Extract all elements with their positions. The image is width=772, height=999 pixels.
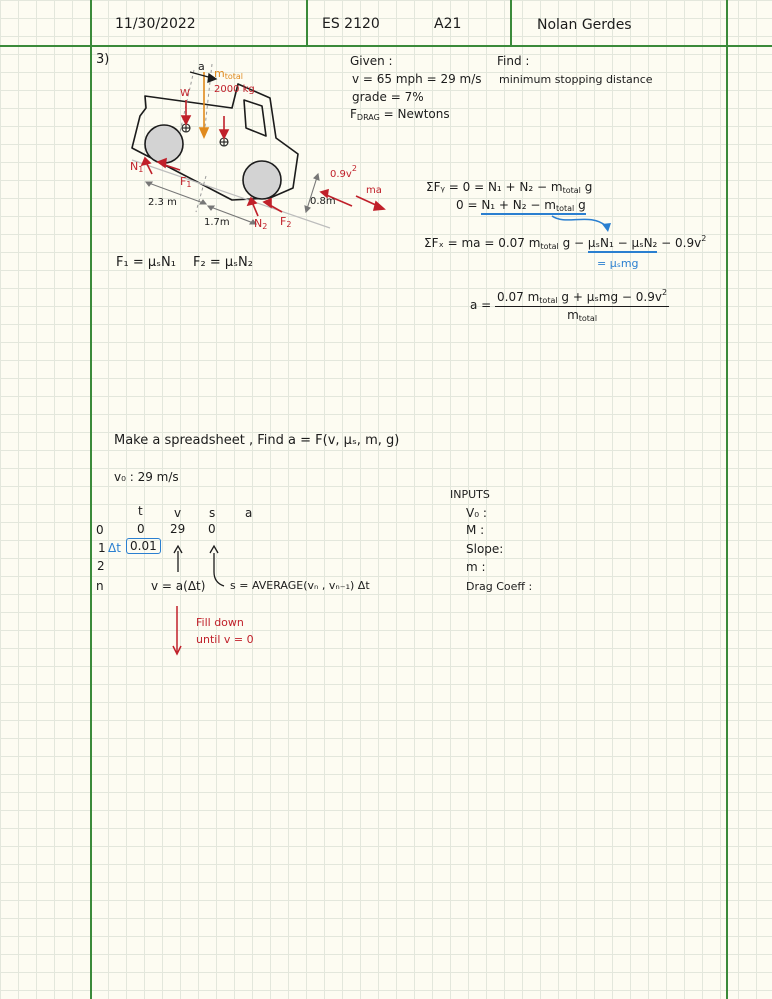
find-text: minimum stopping distance [499,73,653,86]
header-course: ES 2120 [322,16,380,32]
diagram-dim-0-8: 0.8m [310,196,336,207]
mu-s-mg-note: = μₛmg [597,257,639,270]
spreadsheet-v0: v₀ : 29 m/s [114,470,179,484]
given-grade: grade = 7% [352,90,424,104]
problem-number: 3) [96,52,110,67]
column-header-t: t [138,504,143,518]
diagram-dim-2-3: 2.3 m [148,197,177,208]
find-title: Find : [497,54,530,68]
given-drag: $F_{DRAG}$ = Newtons [350,107,450,122]
input-slope: Slope: [466,542,504,556]
row-2-index: 2 [97,559,105,573]
input-v0: V₀ : [466,506,487,520]
diagram-ma-label: ma [366,185,382,196]
sum-fy-equation: ΣFᵧ = $0 = N_1 + N_2 - m_{total}$ g [426,180,593,195]
fill-down-note: Fill down [196,616,244,629]
friction-f2: F₂ = μₛN₂ [193,255,253,270]
acceleration-equation: a = $\frac{0.07 m_{total} g + \mu_smg - 0.9v^2}{m_{total}}$ [470,288,668,324]
given-velocity: v = 65 mph = 29 m/s [352,72,482,86]
given-title: Given : [350,54,393,68]
header-assignment: A21 [434,16,462,32]
row-n-index: n [96,579,104,593]
column-header-s: s [209,506,216,520]
diagram-accel-label: a [198,60,205,73]
column-header-a: a [245,506,253,520]
diagram-drag-label: $0.9v^2$ [330,164,357,180]
row-0-v: 29 [170,522,186,536]
input-mass: m : [466,560,486,574]
input-mu: M : [466,523,485,537]
row-0-s: 0 [208,522,216,536]
friction-f1: F₁ = μₛN₁ [116,255,176,270]
distance-formula: s = AVERAGE(vₙ , vₙ₋₁) Δt [230,579,370,592]
diagram-dim-1-7: 1.7m [204,217,230,228]
sum-fx-equation: ΣFₓ = ma = 0.07 $m_{total}$ $g - \mu_sN_1 - \mu_sN_2 - 0.9v^2$ [424,234,707,251]
header-date: 11/30/2022 [115,16,196,32]
spreadsheet-intro: Make a spreadsheet , Find a = F(v, μₛ, m, g) [114,433,400,448]
until-v-zero-note: until v = 0 [196,633,254,646]
diagram-n1-label: $N_1$ [130,160,144,174]
inputs-title: INPUTS [450,488,490,501]
sum-fy-zero-equation: $0 = N_1 + N_2 - m_{total}$ g [456,198,586,213]
row-1-index: 1 [98,541,106,555]
diagram-mass-label: $m_{total}$ [214,67,244,81]
input-drag-coeff: Drag Coeff : [466,580,533,593]
diagram-weight-label: W [180,88,190,99]
velocity-formula: v = a(Δt) [151,579,206,593]
row-1-dt-label: Δt [108,541,121,555]
diagram-f1-label: $F_1$ [180,175,192,189]
column-header-v: v [174,506,182,520]
row-0-t: 0 [137,522,145,536]
diagram-f2-label: $F_2$ [280,215,292,229]
diagram-n2-label: $N_2$ [254,217,268,231]
header-name: Nolan Gerdes [537,17,632,33]
timestep-cell: 0.01 [126,538,161,554]
row-0-index: 0 [96,523,104,537]
diagram-mass-value: 2000 kg [214,84,255,95]
